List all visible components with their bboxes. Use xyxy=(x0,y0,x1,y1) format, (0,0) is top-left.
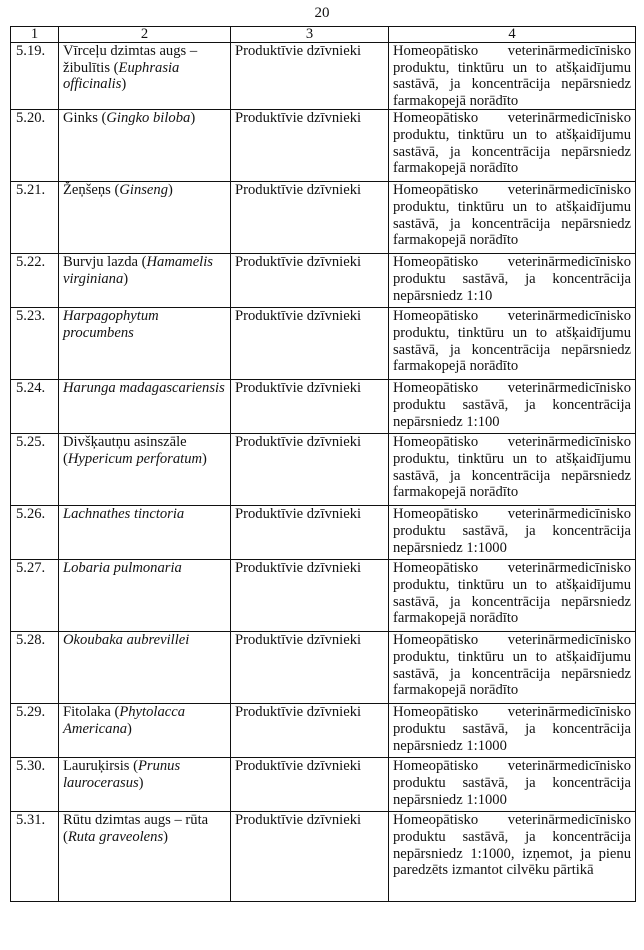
animal-category: Produktīvie dzīvnieki xyxy=(231,506,389,560)
table-row xyxy=(11,758,636,812)
table-row xyxy=(11,506,636,560)
usage-conditions: Homeopātisko veterinārmedicīnisko produktu sastāvā, ja koncentrācija nepārsniedz 1:1000 xyxy=(389,704,636,758)
latin-name: Prunus laurocerasus xyxy=(63,758,181,791)
row-number: 5.26. xyxy=(11,506,59,560)
animal-category: Produktīvie dzīvnieki xyxy=(231,704,389,758)
animal-category: Produktīvie dzīvnieki xyxy=(231,43,389,110)
table-row xyxy=(11,632,636,704)
row-number: 5.24. xyxy=(11,380,59,434)
substance-name xyxy=(59,380,231,434)
usage-conditions: Homeopātisko veterinārmedicīnisko produktu, tinktūru un to atšķaidījumu sastāvā, ja koncentrācija nepārsniedz farmakopejā norādīto xyxy=(389,43,636,110)
usage-conditions: Homeopātisko veterinārmedicīnisko produktu, tinktūru un to atšķaidījumu sastāvā, ja koncentrācija nepārsniedz farmakopejā norādīto xyxy=(389,434,636,506)
animal-category: Produktīvie dzīvnieki xyxy=(231,308,389,380)
usage-conditions: Homeopātisko veterinārmedicīnisko produktu, tinktūru un to atšķaidījumu sastāvā, ja koncentrācija nepārsniedz farmakopejā norādīto xyxy=(389,182,636,254)
substance-name xyxy=(59,632,231,704)
header-row xyxy=(11,27,636,43)
animal-category: Produktīvie dzīvnieki xyxy=(231,380,389,434)
table-row xyxy=(11,704,636,758)
usage-conditions: Homeopātisko veterinārmedicīnisko produktu sastāvā, ja koncentrācija nepārsniedz 1:1000 xyxy=(389,506,636,560)
latin-name: Ginseng xyxy=(119,182,168,199)
row-number: 5.23. xyxy=(11,308,59,380)
usage-conditions: Homeopātisko veterinārmedicīnisko produktu sastāvā, ja koncentrācija nepārsniedz 1:100 xyxy=(389,380,636,434)
common-name-text: ) xyxy=(121,76,127,93)
latin-name: Lobaria pulmonaria xyxy=(63,560,182,577)
substance-name xyxy=(59,704,231,758)
common-name-text: Fitolaka ( xyxy=(63,704,120,721)
usage-conditions: Homeopātisko veterinārmedicīnisko produktu, tinktūru un to atšķaidījumu sastāvā, ja koncentrācija nepārsniedz farmakopejā norādīto xyxy=(389,632,636,704)
latin-name: Okoubaka aubrevillei xyxy=(63,632,190,649)
common-name-text: Vīrceļu dzimtas augs – žibulītis ( xyxy=(63,43,198,76)
usage-conditions: Homeopātisko veterinārmedicīnisko produktu sastāvā, ja koncentrācija nepārsniedz 1:1000, izņemot, ja pienu paredzēts izmantot cilvēku pārtikā xyxy=(389,812,636,902)
latin-name: Euphrasia officinalis xyxy=(63,59,180,93)
table-row xyxy=(11,434,636,506)
common-name-text: ) xyxy=(202,450,207,467)
row-number: 5.27. xyxy=(11,560,59,632)
substance-name xyxy=(59,43,231,110)
column-header-2: 2 xyxy=(59,27,231,43)
column-header-3: 3 xyxy=(231,27,389,43)
latin-name: Ruta graveolens xyxy=(67,828,164,845)
latin-name: Harunga madagascariensis xyxy=(63,380,225,397)
substance-name xyxy=(59,110,231,182)
page-number: 20 xyxy=(314,5,330,21)
latin-name: Gingko biloba xyxy=(106,110,191,127)
animal-category: Produktīvie dzīvnieki xyxy=(231,110,389,182)
common-name-text: ) xyxy=(190,110,196,127)
common-name-text: Žeņšeņs ( xyxy=(63,182,120,199)
animal-category: Produktīvie dzīvnieki xyxy=(231,812,389,902)
row-number: 5.20. xyxy=(11,110,59,182)
usage-conditions: Homeopātisko veterinārmedicīnisko produktu, tinktūru un to atšķaidījumu sastāvā, ja koncentrācija nepārsniedz farmakopejā norādīto xyxy=(389,560,636,632)
table-row xyxy=(11,43,636,110)
common-name-text: Ginks ( xyxy=(63,110,107,127)
substance-name xyxy=(59,182,231,254)
row-number: 5.28. xyxy=(11,632,59,704)
usage-conditions: Homeopātisko veterinārmedicīnisko produktu sastāvā, ja koncentrācija nepārsniedz 1:10 xyxy=(389,254,636,308)
common-name-text: ) xyxy=(138,774,144,791)
animal-category: Produktīvie dzīvnieki xyxy=(231,758,389,812)
latin-name: Hypericum perforatum xyxy=(67,450,203,467)
table-row xyxy=(11,254,636,308)
row-number: 5.31. xyxy=(11,812,59,902)
column-header-1: 1 xyxy=(11,27,59,43)
table-row xyxy=(11,182,636,254)
table-row xyxy=(11,308,636,380)
row-number: 5.19. xyxy=(11,43,59,110)
usage-conditions: Homeopātisko veterinārmedicīnisko produktu, tinktūru un to atšķaidījumu sastāvā, ja koncentrācija nepārsniedz farmakopejā norādīto xyxy=(389,308,636,380)
animal-category: Produktīvie dzīvnieki xyxy=(231,632,389,704)
row-number: 5.29. xyxy=(11,704,59,758)
latin-name: Hamamelis virginiana xyxy=(63,254,213,287)
row-number: 5.25. xyxy=(11,434,59,506)
table-row xyxy=(11,812,636,902)
substance-name xyxy=(59,308,231,380)
substance-name xyxy=(59,506,231,560)
common-name-text: Rūtu dzimtas augs – rūta ( xyxy=(63,812,209,845)
substance-name xyxy=(59,434,231,506)
substance-name xyxy=(59,560,231,632)
common-name-text: Burvju lazda ( xyxy=(63,254,147,271)
substance-name xyxy=(59,812,231,902)
common-name-text: Lauruķirsis ( xyxy=(63,758,138,775)
table-row xyxy=(11,110,636,182)
latin-name: Harpagophytum procumbens xyxy=(63,308,159,341)
common-name-text: ) xyxy=(168,182,173,199)
common-name-text: ) xyxy=(127,720,132,737)
table-row xyxy=(11,380,636,434)
column-header-4: 4 xyxy=(389,27,636,43)
animal-category: Produktīvie dzīvnieki xyxy=(231,254,389,308)
common-name-text: ) xyxy=(163,828,168,845)
table-row xyxy=(11,560,636,632)
row-number: 5.22. xyxy=(11,254,59,308)
latin-name: Phytolacca Americana xyxy=(63,704,185,737)
usage-conditions: Homeopātisko veterinārmedicīnisko produktu sastāvā, ja koncentrācija nepārsniedz 1:1000 xyxy=(389,758,636,812)
animal-category: Produktīvie dzīvnieki xyxy=(231,182,389,254)
common-name-text: Divšķautņu asinszāle ( xyxy=(63,434,187,467)
common-name-text: ) xyxy=(123,270,129,287)
animal-category: Produktīvie dzīvnieki xyxy=(231,560,389,632)
row-number: 5.21. xyxy=(11,182,59,254)
animal-category: Produktīvie dzīvnieki xyxy=(231,434,389,506)
usage-conditions: Homeopātisko veterinārmedicīnisko produktu, tinktūru un to atšķaidījumu sastāvā, ja koncentrācija nepārsniedz farmakopejā norādīto xyxy=(389,110,636,182)
substance-name xyxy=(59,254,231,308)
regulation-table xyxy=(10,26,636,902)
latin-name: Lachnathes tinctoria xyxy=(63,506,185,523)
row-number: 5.30. xyxy=(11,758,59,812)
substance-name xyxy=(59,758,231,812)
